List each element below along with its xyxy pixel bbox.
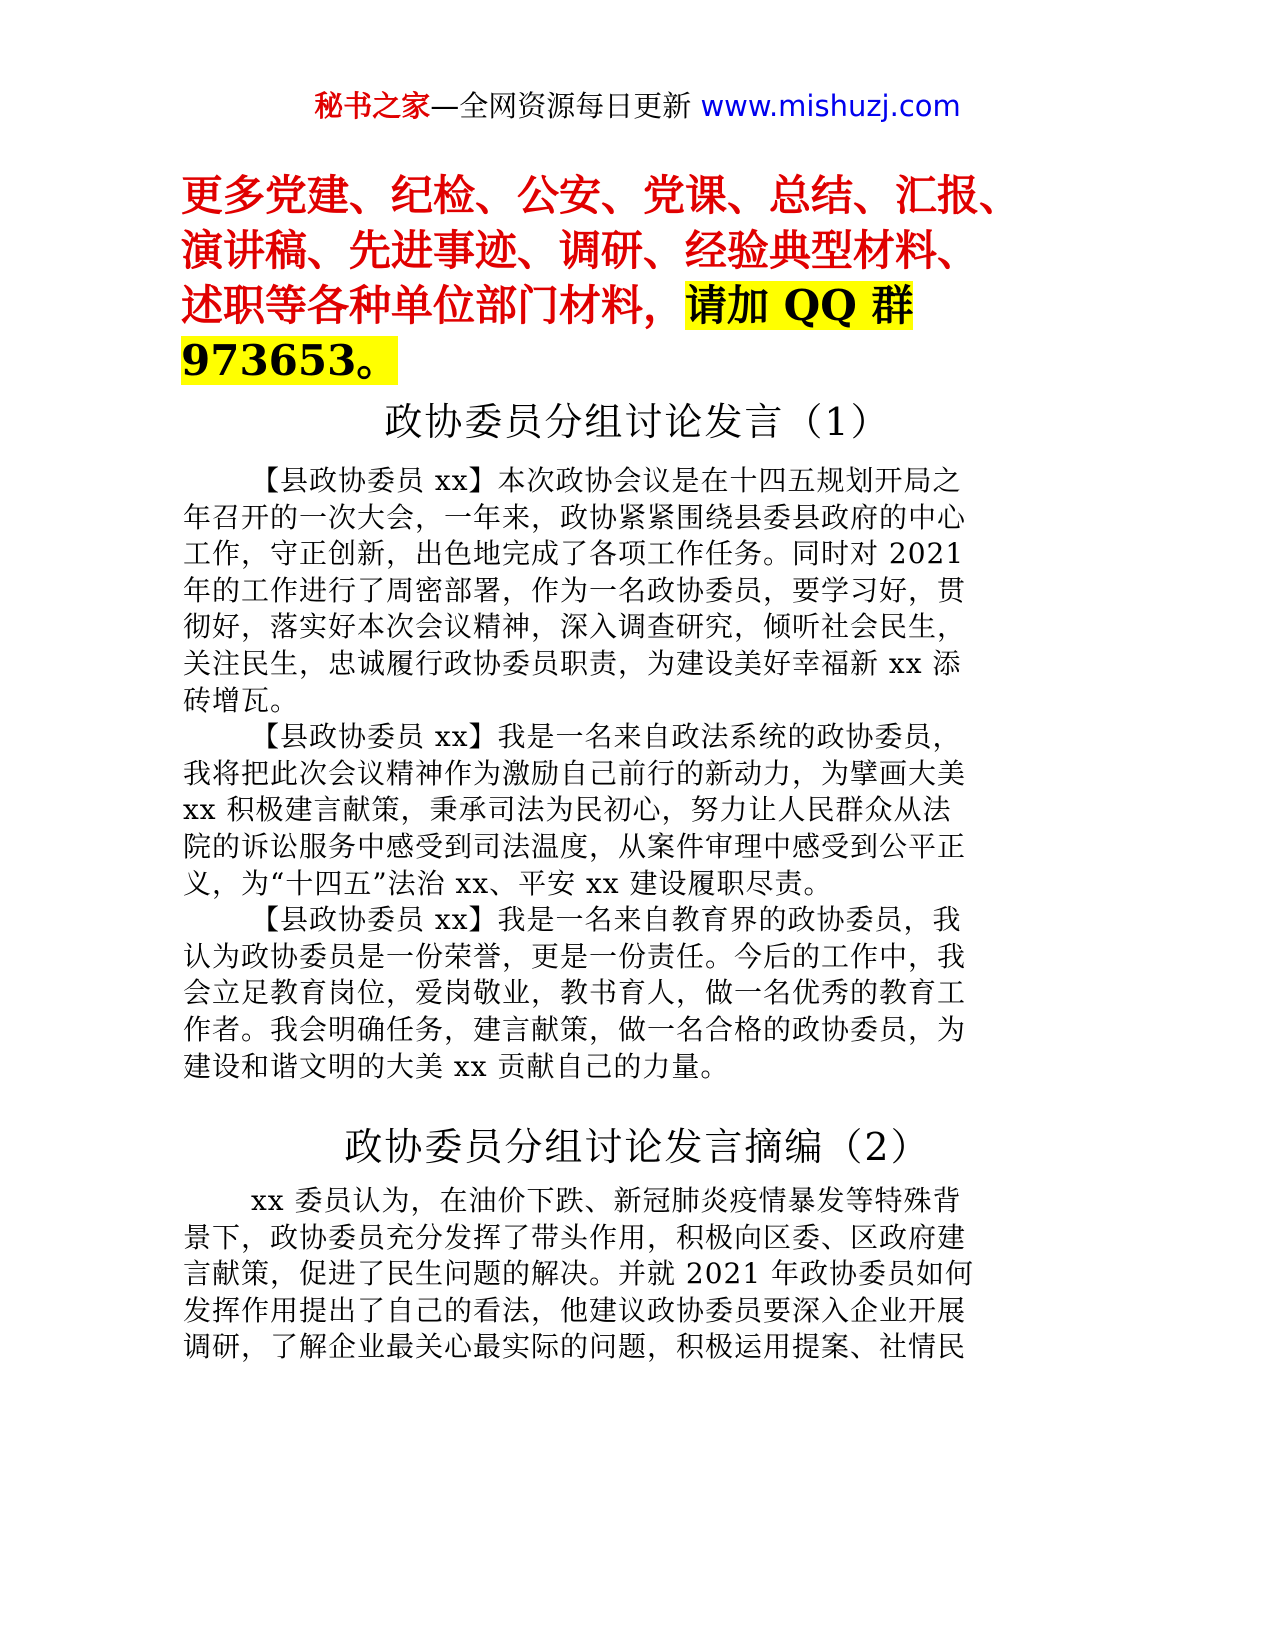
paragraph-line: 义，为“十四五”法治 xx、平安 xx 建设履职尽责。 xyxy=(183,866,833,900)
promo-qq-highlight: 请加 QQ 群 xyxy=(685,281,914,330)
site-tagline: —全网资源每日更新 xyxy=(430,89,701,123)
paragraph-line: 【县政协委员 xx】我是一名来自政法系统的政协委员， xyxy=(251,720,962,754)
paragraph-line: 言献策，促进了民生问题的解决。并就 2021 年政协委员如何 xyxy=(183,1257,975,1291)
promo-line: 演讲稿、先进事迹、调研、经验典型材料、 xyxy=(181,226,980,275)
promo-line: 更多党建、纪检、公安、党课、总结、汇报、 xyxy=(181,171,1022,220)
paragraph-line: 我将把此次会议精神作为激励自己前行的新动力，为擘画大美 xyxy=(183,756,967,790)
paragraph-line: 会立足教育岗位，爱岗敬业，教书育人，做一名优秀的教育工 xyxy=(183,976,967,1010)
paragraph-line: 年的工作进行了周密部署，作为一名政协委员，要学习好，贯 xyxy=(183,573,967,607)
promo-line xyxy=(181,278,1081,333)
paragraph-line: 工作，守正创新，出色地完成了各项工作任务。同时对 2021 xyxy=(183,537,965,571)
paragraph-line: 【县政协委员 xx】我是一名来自教育界的政协委员，我 xyxy=(251,903,962,937)
promo-notice xyxy=(181,168,1081,388)
section-body xyxy=(183,463,1083,1085)
promo-text: 述职等各种单位部门材料， xyxy=(181,281,686,330)
paragraph-line: 作者。我会明确任务，建言献策，做一名合格的政协委员，为 xyxy=(183,1012,967,1046)
paragraph-line: 砖增瓦。 xyxy=(183,683,300,717)
section-title: 政协委员分组讨论发言（1） xyxy=(384,400,891,444)
paragraph-line: xx 委员认为，在油价下跌、新冠肺炎疫情暴发等特殊背 xyxy=(251,1184,962,1217)
paragraph-line: 【县政协委员 xx】本次政协会议是在十四五规划开局之 xyxy=(251,464,962,497)
site-url-link[interactable]: www.mishuzj.com xyxy=(700,89,961,123)
paragraph-line: 彻好，落实好本次会议精神，深入调查研究，倾听社会民生， xyxy=(183,610,967,644)
paragraph-line: xx 积极建言献策，秉承司法为民初心，努力让人民群众从法 xyxy=(183,793,952,827)
paragraph-line: 景下，政协委员充分发挥了带头作用，积极向区委、区政府建 xyxy=(183,1220,967,1254)
promo-line xyxy=(181,333,1081,388)
paragraph-line: 发挥作用提出了自己的看法，他建议政协委员要深入企业开展 xyxy=(183,1293,967,1327)
paragraph-line: 建设和谐文明的大美 xx 贡献自己的力量。 xyxy=(183,1049,730,1083)
section-body xyxy=(183,1183,1083,1366)
paragraph-line: 认为政协委员是一份荣誉，更是一份责任。今后的工作中，我 xyxy=(183,939,967,973)
promo-qq-number: 973653。 xyxy=(181,336,399,385)
site-name: 秘书之家 xyxy=(314,89,431,123)
paragraph-line: 调研，了解企业最关心最实际的问题，积极运用提案、社情民 xyxy=(183,1330,967,1364)
paragraph-line: 关注民生，忠诚履行政协委员职责，为建设美好幸福新 xx 添 xyxy=(183,646,962,680)
paragraph-line: 年召开的一次大会，一年来，政协紧紧围绕县委县政府的中心 xyxy=(183,500,967,534)
section-title: 政协委员分组讨论发言摘编（2） xyxy=(344,1125,931,1169)
paragraph-line: 院的诉讼服务中感受到司法温度，从案件审理中感受到公平正 xyxy=(183,829,967,863)
site-banner xyxy=(0,86,1275,126)
